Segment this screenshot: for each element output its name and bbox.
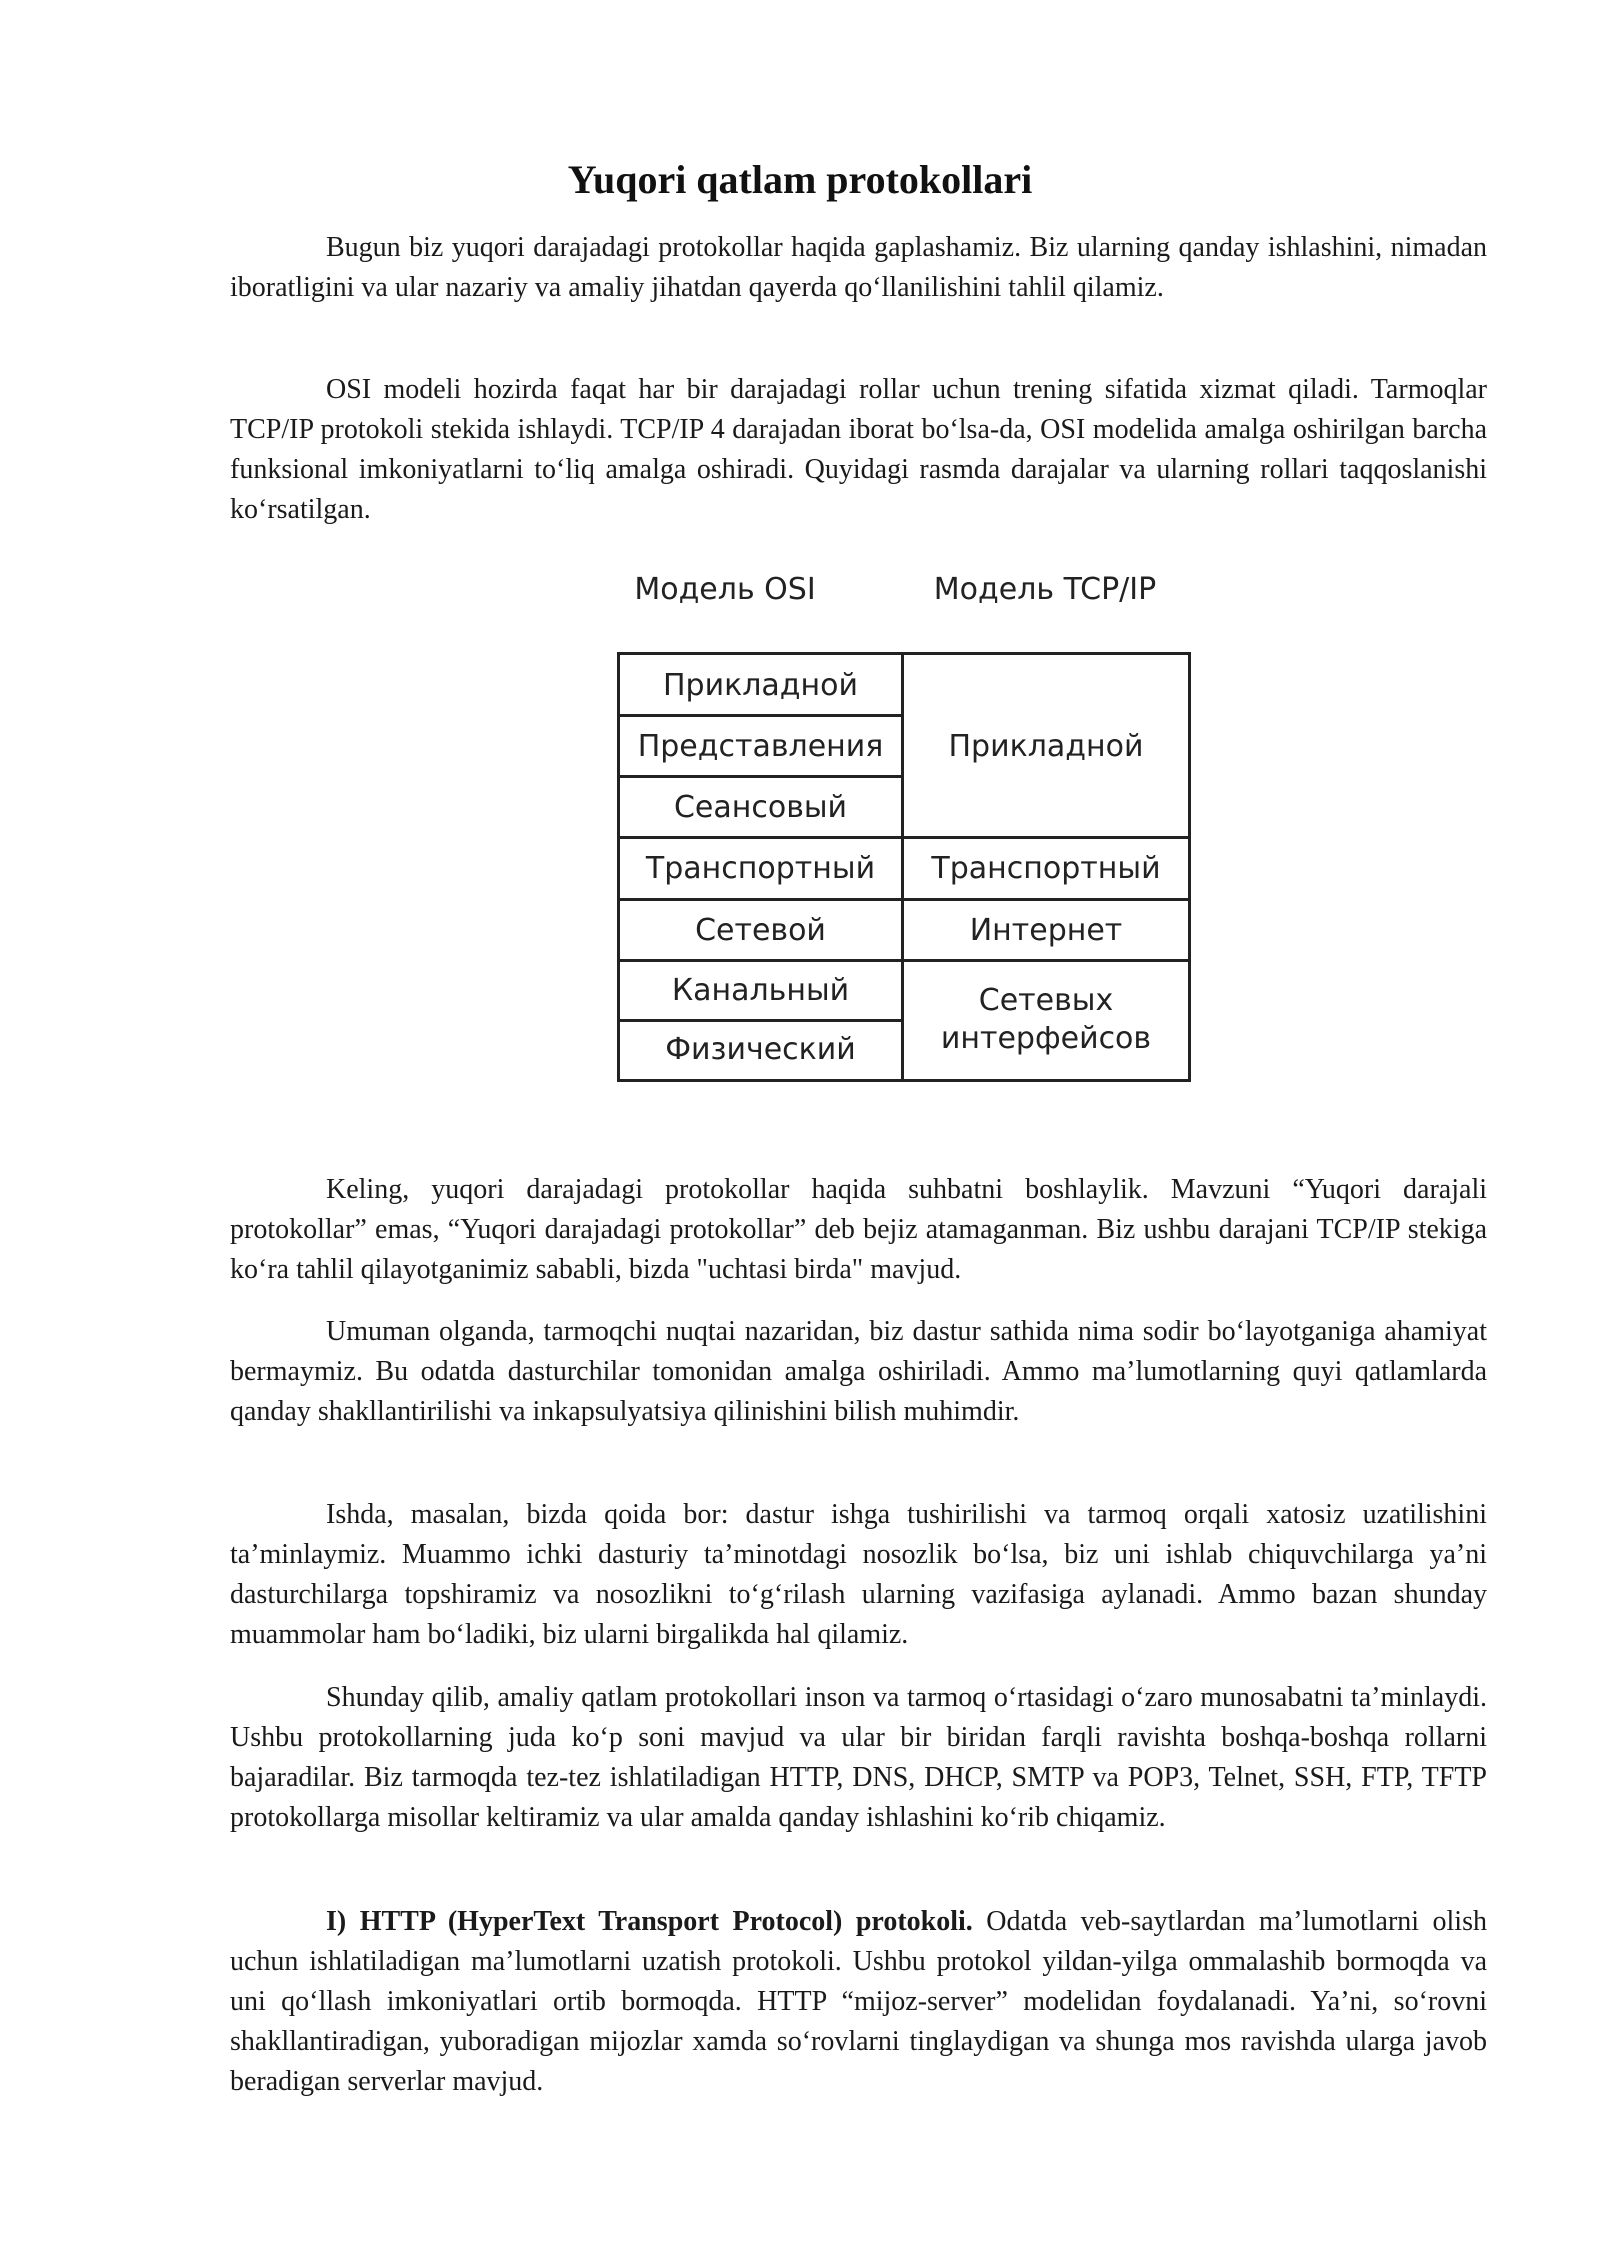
paragraph-work-rule: Ishda, masalan, bizda qoida bor: dastur ishga tushirilishi va tarmoq orqali xatosiz uzatilishini taʼminlaymiz. Muammo ichki dasturiy taʼminotdagi nosozlik boʻlsa, biz uni ishlab chiquvchilarga yaʼni dasturchilarga topshiramiz va nosozlikni toʻgʻrilash ularning vazifasiga aylanadi. Ammo bazan shunday muammolar ham boʻladiki, biz ularni birgalikda hal qilamiz. bbox=[230, 1499, 1487, 1650]
tcpip-layer-application: Прикладной bbox=[948, 728, 1144, 764]
osi-layer-application: Прикладной bbox=[620, 655, 904, 716]
paragraph-application-protocols: Shunday qilib, amaliy qatlam protokollari inson va tarmoq oʻrtasidagi oʻzaro munosabatni taʼminlaydi. Ushbu protokollarning juda koʻp soni mavjud va ular bir biridan farqli ravishta boshqa-boshqa rollarni bajaradilar. Biz tarmoqda tez-tez ishlatiladigan HTTP, DNS, DHCP, SMTP va POP3, Telnet, SSH, FTP, TFTP protokollarga misollar keltiramiz va ular amalda qanday ishlashini koʻrib chiqamiz. bbox=[230, 1682, 1487, 1833]
table-divider bbox=[620, 898, 1188, 901]
paragraph-upper-protocols: Keling, yuqori darajadagi protokollar haqida suhbatni boshlaylik. Mavzuni “Yuqori darajali protokollar” emas, “Yuqori darajadagi protokollar” deb bejiz atamaganman. Biz ushbu darajani TCP/IP stekiga koʻra tahlil qilayotganimiz sababli, bizda "uchtasi birda" mavjud. bbox=[230, 1174, 1487, 1285]
table-divider bbox=[620, 1019, 904, 1022]
layer-comparison-table bbox=[617, 652, 1191, 1082]
table-divider bbox=[620, 714, 904, 717]
document-title: Yuqori qatlam protokollari bbox=[567, 157, 1033, 202]
paragraph-http bbox=[230, 1902, 1487, 2102]
http-description: Odatda veb-saytlardan maʼlumotlarni olish uchun ishlatiladigan maʼlumotlarni uzatish protokoli. Ushbu protokol yildan-yilga ommalashib bormoqda va uni qoʻllash imkoniyatlari ortib bormoqda. HTTP “mijoz-server” modelidan foydalanadi. Yaʼni, soʻrovni shakllantiradigan, yuboradigan mijozlar xamda soʻrovlarni tinglaydigan va shunga mos ravishda ularga javob beradigan serverlar mavjud. bbox=[230, 1906, 1487, 2097]
table-divider bbox=[620, 959, 1188, 962]
osi-model-header: Модель OSI bbox=[634, 572, 816, 607]
paragraph-osi: OSI modeli hozirda faqat har bir darajadagi rollar uchun trening sifatida xizmat qiladi. Tarmoqlar TCP/IP protokoli stekida ishlaydi. TCP/IP 4 darajadan iborat boʻlsa-da, OSI modelida amalga oshirilgan barcha funksional imkoniyatlarni toʻliq amalga oshiradi. Quyidagi rasmda darajalar va ularning rollari taqqoslanishi koʻrsatilgan. bbox=[230, 374, 1487, 525]
paragraph-intro: Bugun biz yuqori darajadagi protokollar haqida gaplashamiz. Biz ularning qanday ishlashini, nimadan iboratligini va ular nazariy va amaliy jihatdan qayerda qoʻllanilishini tahlil qilamiz. bbox=[230, 232, 1487, 303]
osi-layer-datalink: Канальный bbox=[620, 961, 904, 1021]
tcpip-model-header: Модель TCP/IP bbox=[933, 572, 1157, 607]
tcpip-layer-transport: Транспортный bbox=[931, 851, 1161, 886]
osi-layer-physical: Физический bbox=[620, 1021, 904, 1079]
http-heading: I) HTTP (HyperText Transport Protocol) protokoli. bbox=[326, 1906, 973, 1937]
table-divider bbox=[620, 836, 1188, 839]
tcpip-layer-internet: Интернет bbox=[969, 912, 1123, 948]
table-divider bbox=[620, 775, 904, 778]
osi-layer-session: Сеансовый bbox=[620, 777, 904, 838]
osi-layer-transport: Транспортный bbox=[620, 838, 904, 900]
paragraph-networker-view: Umuman olganda, tarmoqchi nuqtai nazaridan, biz dastur sathida nima sodir boʻlayotganiga ahamiyat bermaymiz. Bu odatda dasturchilar tomonidan amalga oshiriladi. Ammo maʼlumotlarning quyi qatlamlarda qanday shakllantirilishi va inkapsulyatsiya qilinishini bilish muhimdir. bbox=[230, 1316, 1487, 1427]
osi-layer-network: Сетевой bbox=[620, 900, 904, 961]
osi-tcpip-comparison-figure bbox=[560, 560, 1200, 1100]
tcpip-layer-network-interface: Сетевых интерфейсов bbox=[940, 983, 1152, 1056]
osi-layer-presentation: Представления bbox=[620, 716, 904, 777]
